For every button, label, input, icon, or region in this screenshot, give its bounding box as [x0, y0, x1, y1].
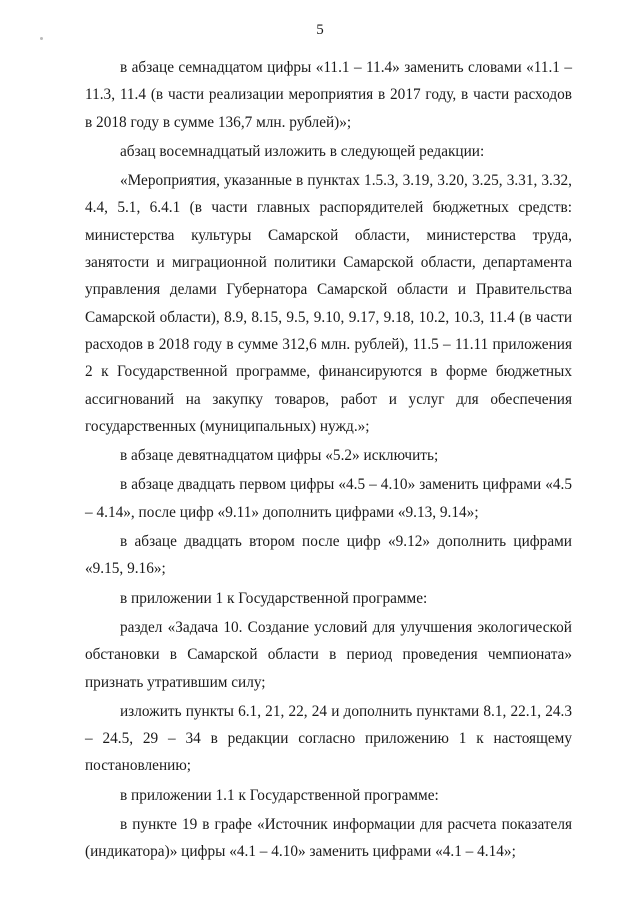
paragraph-2: абзац восемнадцатый изложить в следующей редакции: — [120, 142, 485, 160]
document-body — [85, 54, 572, 866]
paragraph-3: «Мероприятия, указанные в пунктах 1.5.3, 3.19, 3.20, 3.25, 3.31, 3.32, 4.4, 5.1, 6.4.1 (в части главных распорядителей бюджетных средств: министерства культуры Самарской области, министерства труда, занятости и миграционной политики Самарской области, департамента управления делами Губернатора Самарской области и Правительства Самарской области), 8.9, 8.15, 9.5, 9.10, 9.17, 9.18, 10.2, 10.3, 11.4 (в части расходов в 2018 году в сумме 312,6 млн. рублей), 11.5 – 11.11 приложения 2 к Государственной программе, финансируются в форме бюджетных ассигнований на закупку товаров, работ и услуг для обеспечения государственных (муниципальных) нужд.»; — [85, 172, 572, 435]
paragraph-9: изложить пункты 6.1, 21, 22, 24 и дополнить пунктами 8.1, 22.1, 24.3 – 24.5, 29 – 34 в редакции согласно приложению 1 к настоящему постановлению; — [85, 702, 572, 775]
paragraph-1: в абзаце семнадцатом цифры «11.1 – 11.4» заменить словами «11.1 – 11.3, 11.4 (в части реализации мероприятия в 2017 году, в части расходов в 2018 году в сумме 136,7 млн. рублей)»; — [85, 59, 572, 131]
paragraph-6: в абзаце двадцать втором после цифр «9.12» дополнить цифрами «9.15, 9.16»; — [85, 533, 572, 578]
page-number: 5 — [316, 22, 324, 38]
paragraph-5: в абзаце двадцать первом цифры «4.5 – 4.10» заменить цифрами «4.5 – 4.14», после цифр «9.11» дополнить цифрами «9.13, 9.14»; — [85, 476, 572, 521]
paragraph-8: раздел «Задача 10. Создание условий для улучшения экологической обстановки в Самарской области в период проведения чемпионата» признать утратившим силу; — [85, 618, 572, 691]
paragraph-10: в приложении 1.1 к Государственной программе: — [120, 786, 439, 804]
paragraph-7: в приложении 1 к Государственной программе: — [120, 589, 428, 607]
paragraph-4: в абзаце девятнадцатом цифры «5.2» исключить; — [120, 447, 439, 465]
paragraph-11: в пункте 19 в графе «Источник информации для расчета показателя (индикатора)» цифры «4.1 – 4.10» заменить цифрами «4.1 – 4.14»; — [85, 816, 572, 861]
